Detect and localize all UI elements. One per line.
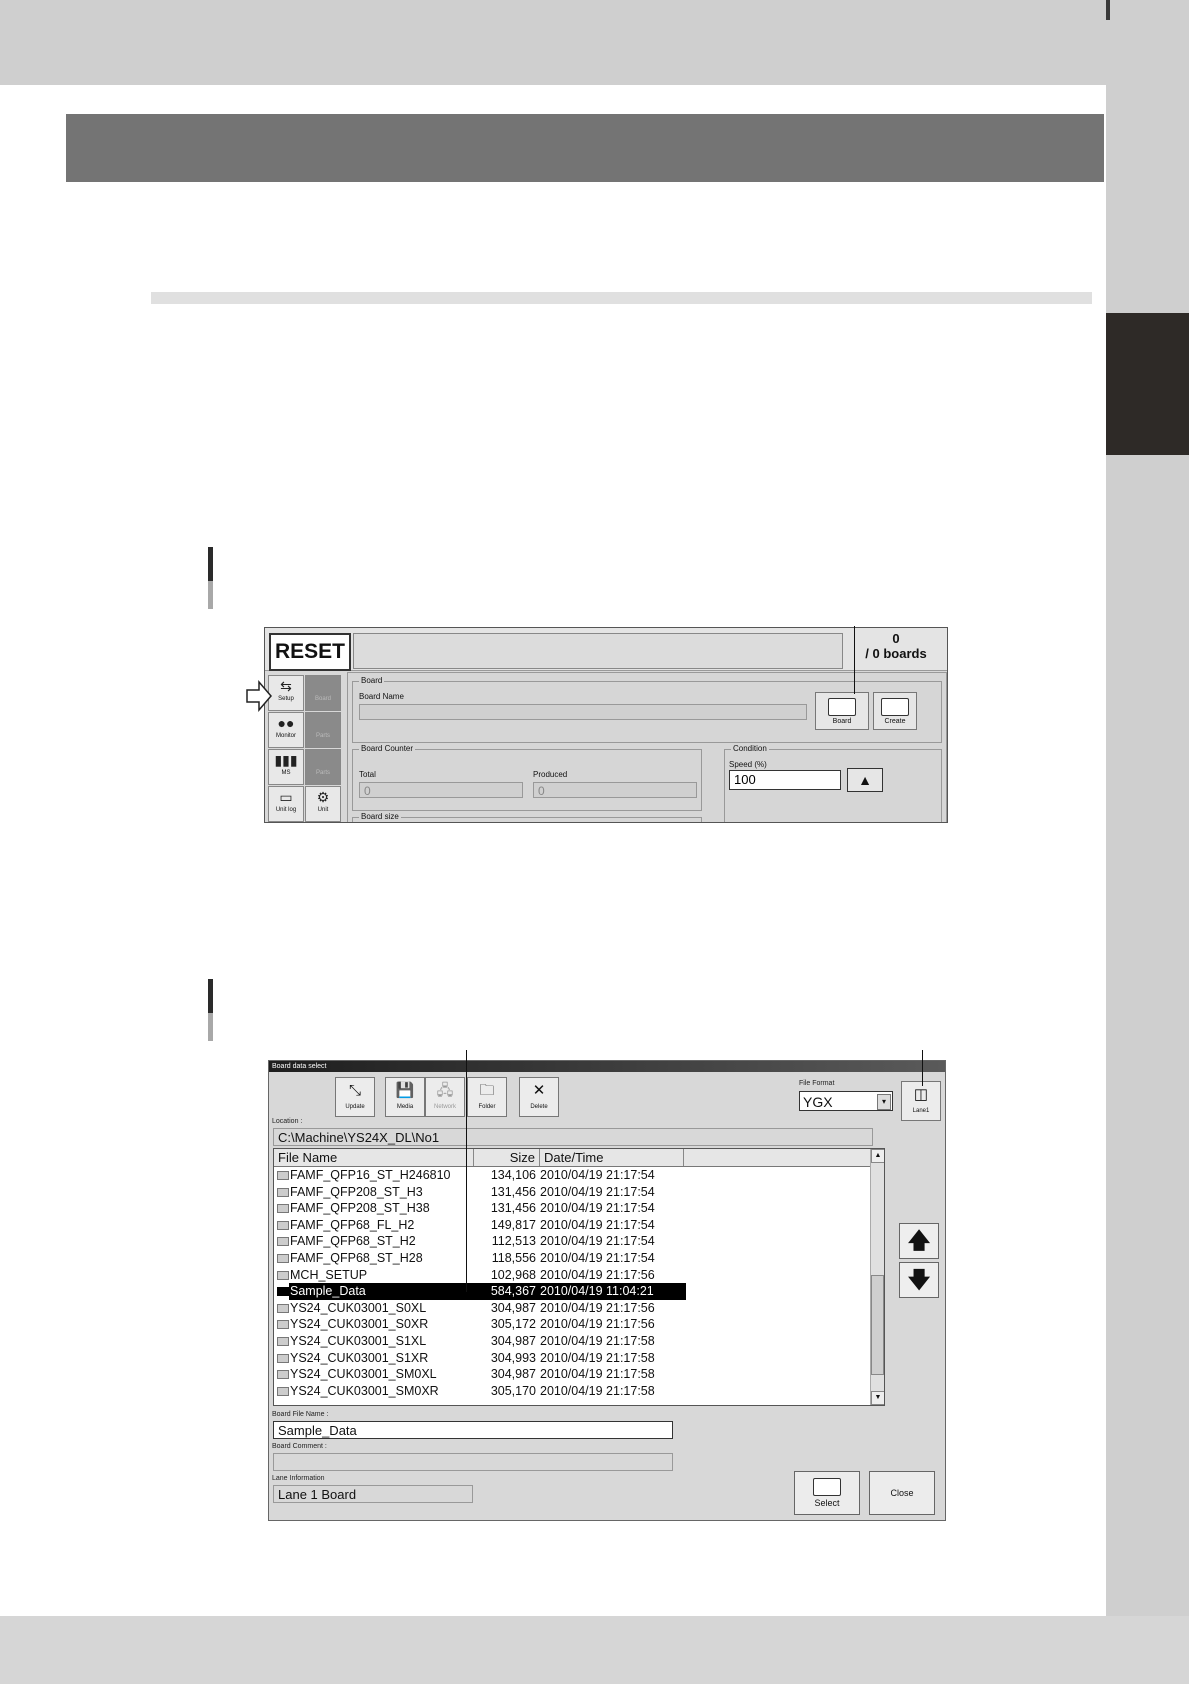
file-name-cell: FAMF_QFP68_ST_H2 [290, 1234, 416, 1249]
total-field: 0 [359, 782, 523, 798]
nav-setup-button[interactable]: ⇆ Setup [268, 675, 304, 711]
board-button[interactable]: Board [815, 692, 869, 730]
folder-button[interactable]: 🗀 Folder [467, 1077, 507, 1117]
file-size-cell: 304,987 [490, 1334, 536, 1348]
file-size-cell: 304,987 [490, 1300, 536, 1315]
file-size-cell: 304,987 [490, 1367, 536, 1382]
condition-group: Condition Speed (%) 100 ▲ [724, 749, 942, 823]
col-size[interactable]: Size [474, 1149, 540, 1166]
setup-main-panel [347, 672, 947, 823]
file-name-cell: Sample_Data [290, 1283, 478, 1300]
file-icon [277, 1337, 289, 1346]
file-name-cell: FAMF_QFP208_ST_H3 [290, 1184, 423, 1199]
col-date-time[interactable]: Date/Time [540, 1149, 684, 1166]
update-icon: ⤡ [348, 1082, 361, 1099]
board-comment-label: Board Comment : [272, 1443, 327, 1450]
section-rule [151, 292, 1092, 304]
file-size-cell: 584,367 [470, 1283, 536, 1300]
speed-up-button[interactable] [847, 768, 883, 792]
move-up-button[interactable] [899, 1223, 939, 1259]
file-date-cell: 2010/04/19 21:17:54 [540, 1168, 655, 1182]
lane-information-label: Lane Information [272, 1475, 325, 1482]
step-marker-1 [208, 547, 213, 609]
file-row[interactable] [274, 1200, 870, 1217]
file-size-cell: 131,456 [490, 1201, 536, 1216]
folder-icon [881, 698, 909, 716]
delete-button[interactable]: ✕ Delete [519, 1077, 559, 1117]
counter-value: 0 [892, 631, 900, 646]
nav-unit-log-button[interactable]: ▭ Unit log [268, 786, 304, 822]
file-name-cell: YS24_CUK03001_SM0XR [290, 1383, 439, 1398]
arrow-down-icon: 🡇 [907, 1267, 931, 1292]
network-button[interactable]: 🖧 Network [425, 1077, 465, 1117]
file-list-scrollbar[interactable] [870, 1149, 885, 1405]
board-counter-display [849, 631, 943, 667]
status-bar [265, 628, 947, 671]
file-icon [277, 1171, 289, 1180]
file-row[interactable] [274, 1267, 870, 1284]
board-name-field [359, 704, 807, 720]
col-file-name[interactable]: File Name [274, 1149, 474, 1166]
nav-board-button[interactable]: Board [305, 675, 341, 711]
file-date-cell: 2010/04/19 21:17:54 [540, 1251, 655, 1265]
file-size-cell: 131,456 [490, 1184, 536, 1199]
file-name-cell: YS24_CUK03001_S0XR [290, 1317, 429, 1332]
up-arrow-icon: ▲ [858, 772, 872, 788]
select-button[interactable]: Select [794, 1471, 860, 1515]
file-row[interactable] [274, 1283, 870, 1300]
file-row[interactable] [274, 1333, 870, 1350]
create-button[interactable]: Create [873, 692, 917, 730]
file-icon [277, 1387, 289, 1396]
file-size-cell: 305,170 [490, 1383, 536, 1398]
board-file-name-field[interactable]: Sample_Data [273, 1421, 673, 1439]
board-icon [306, 676, 340, 696]
file-name-cell: FAMF_QFP68_FL_H2 [290, 1217, 415, 1232]
file-date-cell: 2010/04/19 21:17:56 [540, 1267, 655, 1282]
monitor-icon: ●● [277, 715, 295, 731]
file-date-cell: 2010/04/19 21:17:58 [540, 1383, 655, 1398]
board-file-name-label: Board File Name : [272, 1411, 329, 1418]
page-footer-band [0, 1616, 1189, 1684]
file-date-cell: 2010/04/19 21:17:54 [540, 1184, 655, 1199]
board-comment-field[interactable] [273, 1453, 673, 1471]
file-name-cell: FAMF_QFP16_ST_H246810 [290, 1168, 451, 1182]
chevron-down-icon: ▾ [877, 1094, 891, 1110]
parts2-icon [306, 750, 340, 770]
file-size-cell: 305,172 [490, 1317, 536, 1332]
file-row[interactable] [274, 1167, 870, 1184]
speed-field[interactable]: 100 [729, 770, 841, 790]
sample-data-callout [466, 1050, 467, 1292]
nav-unit-button[interactable]: ⚙ Unit [305, 786, 341, 822]
delete-icon: ✕ [532, 1082, 546, 1099]
file-icon [277, 1271, 289, 1280]
produced-field: 0 [533, 782, 697, 798]
file-icon [277, 1304, 289, 1313]
unit-icon: ⚙ [316, 789, 330, 805]
file-size-cell: 304,993 [490, 1350, 536, 1365]
reset-indicator: RESET [269, 633, 351, 671]
file-row[interactable] [274, 1350, 870, 1367]
board-group: Board Board Name Board Create [352, 681, 942, 743]
close-button[interactable]: Close [869, 1471, 935, 1515]
file-icon [277, 1254, 289, 1263]
file-row[interactable] [274, 1316, 870, 1333]
file-list-header [274, 1149, 884, 1167]
nav-ms-button[interactable]: ▮▮▮ MS [268, 749, 304, 785]
pointer-arrow-icon [245, 680, 273, 712]
chapter-side-tab [1106, 313, 1189, 455]
file-size-cell: 102,968 [490, 1267, 536, 1282]
board-counter-group: Board Counter Total 0 Produced 0 [352, 749, 702, 811]
file-date-cell: 2010/04/19 21:17:54 [540, 1217, 655, 1232]
file-row[interactable] [274, 1250, 870, 1267]
lane1-callout [922, 1050, 923, 1086]
file-row[interactable] [274, 1383, 870, 1400]
setup-icon: ⇆ [280, 678, 292, 694]
file-name-cell: YS24_CUK03001_S1XR [290, 1350, 429, 1365]
file-icon [277, 1221, 289, 1230]
update-button[interactable]: ⤡ Update [335, 1077, 375, 1117]
board-button-callout [854, 626, 855, 694]
file-name-cell: FAMF_QFP208_ST_H38 [290, 1201, 430, 1216]
board-size-group: Board size [352, 817, 702, 823]
location-label: Location : [272, 1118, 303, 1125]
file-size-cell: 118,556 [491, 1251, 536, 1265]
file-row[interactable] [274, 1184, 870, 1201]
file-name-cell: FAMF_QFP68_ST_H28 [290, 1251, 423, 1265]
file-size-cell: 112,513 [491, 1234, 536, 1249]
file-name-cell: YS24_CUK03001_S0XL [290, 1300, 427, 1315]
file-row[interactable] [274, 1300, 870, 1317]
file-icon [277, 1188, 289, 1197]
floppy-icon: 💾 [395, 1082, 415, 1099]
file-name-cell: YS24_CUK03001_S1XL [290, 1334, 427, 1348]
file-format-label: File Format [799, 1080, 835, 1087]
file-date-cell: 2010/04/19 21:17:56 [540, 1317, 655, 1332]
file-icon [277, 1287, 289, 1296]
file-date-cell: 2010/04/19 21:17:58 [540, 1367, 655, 1382]
nav-monitor-button[interactable]: ●● Monitor [268, 712, 304, 748]
arrow-up-icon: 🡅 [907, 1228, 931, 1253]
board-data-select-screenshot [268, 1060, 946, 1521]
media-button[interactable]: 💾 Media [385, 1077, 425, 1117]
folder-icon [813, 1478, 841, 1496]
move-down-button[interactable] [899, 1262, 939, 1298]
file-date-cell: 2010/04/19 21:17:56 [540, 1300, 655, 1315]
file-list[interactable] [273, 1148, 885, 1406]
side-nav [267, 672, 343, 822]
file-format-select[interactable]: YGX ▾ [799, 1091, 893, 1111]
file-name-cell: MCH_SETUP [290, 1267, 368, 1282]
parts-icon [306, 713, 340, 733]
file-date-cell: 2010/04/19 21:17:58 [540, 1350, 655, 1365]
lane-icon: ◫ [913, 1086, 929, 1103]
folder-icon: 🗀 [479, 1082, 495, 1099]
file-icon [277, 1354, 289, 1363]
file-size-cell: 149,817 [490, 1217, 536, 1232]
message-area [353, 633, 843, 669]
board-name-label: Board Name [359, 692, 404, 701]
setup-screen-screenshot [264, 627, 948, 823]
file-icon [277, 1237, 289, 1246]
scroll-up-icon[interactable]: ▲ [871, 1149, 885, 1163]
file-date-cell: 2010/04/19 11:04:21 [540, 1284, 654, 1299]
file-icon [277, 1370, 289, 1379]
file-icon [277, 1320, 289, 1329]
lane1-button[interactable]: ◫ Lane1 [901, 1081, 941, 1121]
nav-parts2-button[interactable]: Parts [305, 749, 341, 785]
file-row[interactable] [274, 1217, 870, 1234]
network-icon: 🖧 [436, 1082, 454, 1099]
file-date-cell: 2010/04/19 21:17:54 [540, 1201, 655, 1216]
step-marker-2 [208, 979, 213, 1041]
file-row[interactable] [274, 1233, 870, 1250]
scroll-thumb[interactable] [871, 1275, 884, 1375]
file-name-cell: YS24_CUK03001_SM0XL [290, 1367, 437, 1382]
dialog-title: Board data select [269, 1061, 945, 1072]
unit-log-icon: ▭ [279, 789, 293, 805]
file-icon [277, 1204, 289, 1213]
file-date-cell: 2010/04/19 21:17:54 [540, 1234, 655, 1249]
ms-icon: ▮▮▮ [274, 752, 298, 768]
location-field: C:\Machine\YS24X_DL\No1 [273, 1128, 873, 1146]
folder-icon [828, 698, 856, 716]
lane-information-field: Lane 1 Board [273, 1485, 473, 1503]
file-row[interactable] [274, 1366, 870, 1383]
scroll-down-icon[interactable]: ▼ [871, 1391, 885, 1405]
nav-parts-button[interactable]: Parts [305, 712, 341, 748]
section-banner [66, 114, 1104, 182]
corner-crop-mark [1106, 0, 1110, 20]
counter-unit: / 0 boards [865, 646, 927, 661]
file-date-cell: 2010/04/19 21:17:58 [540, 1334, 655, 1348]
file-size-cell: 134,106 [490, 1168, 536, 1182]
